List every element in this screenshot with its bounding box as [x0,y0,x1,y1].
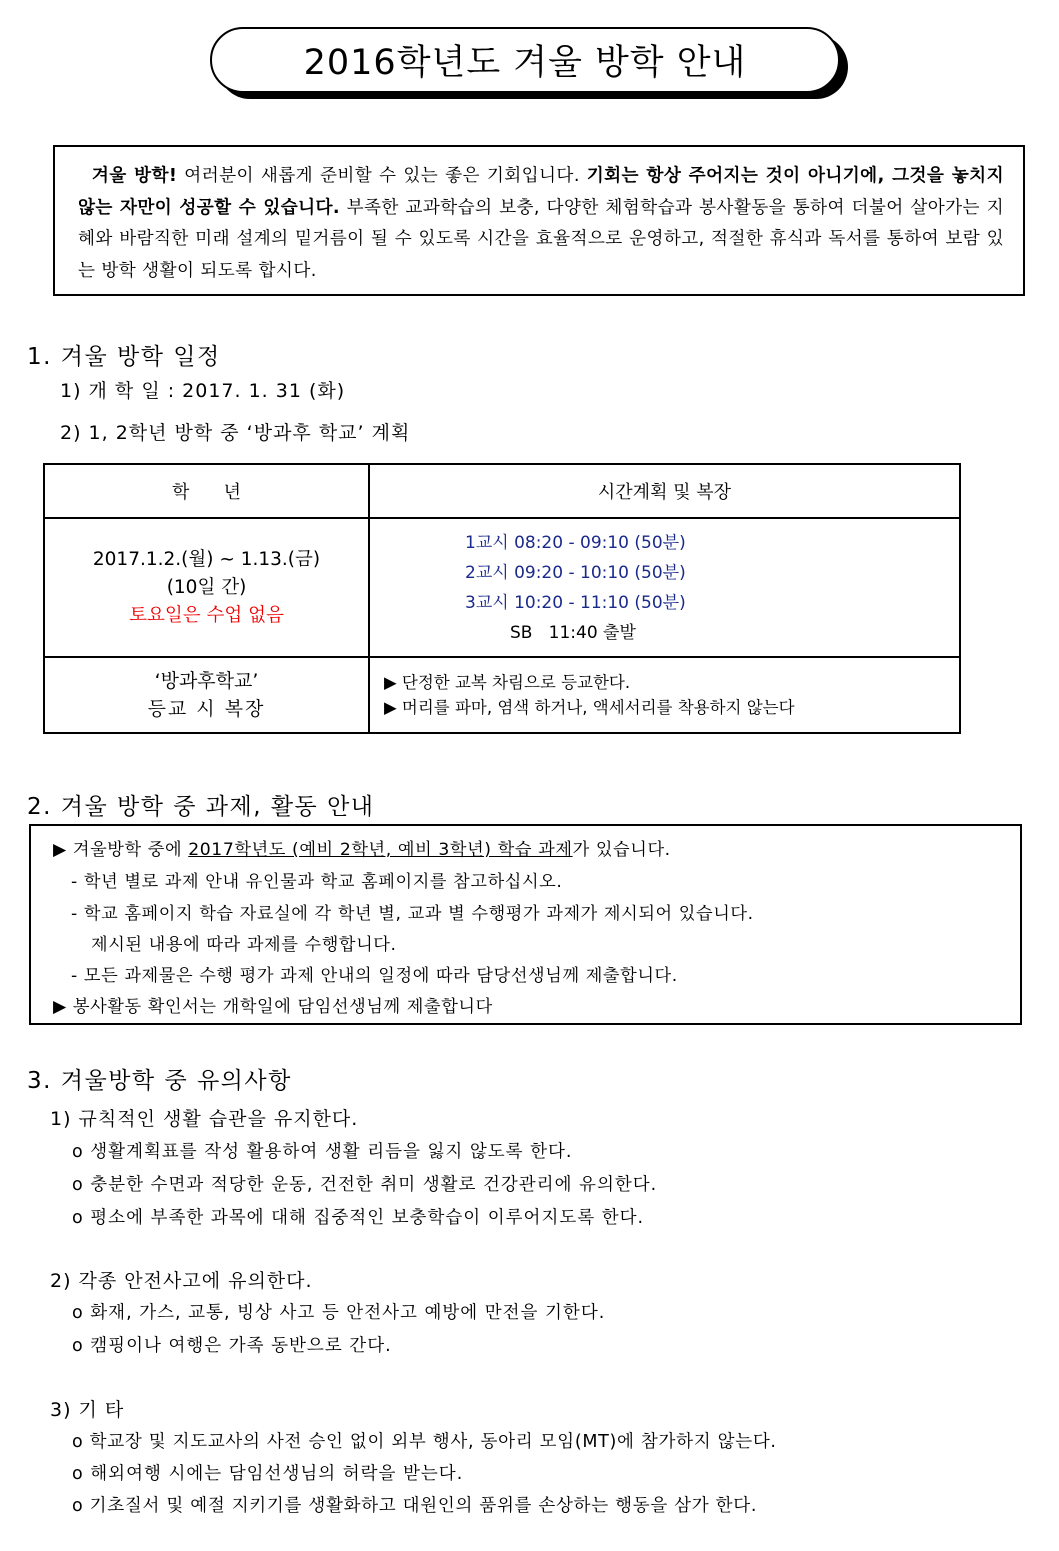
section3-sub3: 3) 기 타 [50,1399,125,1421]
tasks-line-5: - 모든 과제물은 수행 평가 과제 안내의 일정에 따라 담당선생님께 제출합니다. [71,966,678,986]
period-3: 3교시 10:20 - 11:10 (50분) [465,592,686,613]
sub1-item-3: o 평소에 부족한 과목에 대해 집중적인 보충학습이 이루어지도록 한다. [72,1208,645,1228]
sub2-item-2: o 캠핑이나 여행은 가족 동반으로 간다. [72,1336,392,1356]
period-2: 2교시 09:20 - 10:10 (50분) [465,562,686,583]
sub3-item-2: o 해외여행 시에는 담임선생님의 허락을 받는다. [72,1464,464,1484]
dress-rule-1: ▶ 단정한 교복 차림으로 등교한다. [384,673,631,692]
bus-departure: SB 11:40 출발 [510,622,636,643]
tasks-line-3: - 학교 홈페이지 학습 자료실에 각 학년 별, 교과 별 수행평가 과제가 제시되어 있습니다. [71,904,754,924]
table-header-schedule: 시간계획 및 복장 [369,464,960,518]
tasks-highlight: 2017학년도 (예비 2학년, 예비 3학년) 학습 과제 [188,840,573,860]
tasks-line-2: - 학년 별로 과제 안내 유인물과 학교 홈페이지를 참고하십시오. [71,872,563,892]
intro-exclaim: 겨울 방학! [91,166,178,186]
sub2-item-1: o 화재, 가스, 교통, 빙상 사고 등 안전사고 예방에 만전을 기한다. [72,1303,606,1323]
intro-emphasis: 기회는 항상 주어지는 것이 아니기에, 그것을 놓치지 않는 자만이 성공할 수 있습니다. [78,166,1004,218]
intro-box [53,145,1025,296]
dress-label-2: 등교 시 복장 [147,698,266,720]
date-range: 2017.1.2.(월) ~ 1.13.(금) [92,548,321,570]
section3-sub2: 2) 각종 안전사고에 유의한다. [50,1270,313,1292]
intro-paragraph [78,161,1004,287]
title-banner [210,27,840,93]
dress-label-cell [44,657,369,733]
section1-heading: 1. 겨울 방학 일정 [27,344,221,370]
dress-rule-2: ▶ 머리를 파마, 염색 하거나, 액세서리를 착용하지 않는다 [384,698,795,717]
sub1-item-2: o 충분한 수면과 적당한 운동, 건전한 취미 생활로 건강관리에 유의한다. [72,1175,658,1195]
table-header-grade: 학 년 [44,464,369,518]
period-1: 1교시 08:20 - 09:10 (50분) [465,532,686,553]
afterschool-plan-title: 2) 1, 2학년 방학 중 ‘방과후 학교’ 계획 [60,422,411,444]
sub1-item-1: o 생활계획표를 작성 활용하여 생활 리듬을 잃지 않도록 한다. [72,1142,573,1162]
afterschool-table [43,463,961,734]
tasks-box [29,824,1022,1025]
sub3-item-1: o 학교장 및 지도교사의 사전 승인 없이 외부 행사, 동아리 모임(MT)에 참가하지 않는다. [72,1432,777,1452]
saturday-note: 토요일은 수업 없음 [129,604,284,626]
section3-heading: 3. 겨울방학 중 유의사항 [27,1068,292,1094]
dress-rules-cell [369,657,960,733]
intro-text-1: 여러분이 새롭게 준비할 수 있는 좋은 기회입니다. [177,166,587,186]
reopening-date: 1) 개 학 일 : 2017. 1. 31 (화) [60,380,346,402]
tasks-line-6: ▶ 봉사활동 확인서는 개학일에 담임선생님께 제출합니다 [53,997,493,1017]
tasks-line-1-pre: ▶ 겨울방학 중에 [53,840,189,860]
schedule-times-cell [369,518,960,657]
section3-sub1: 1) 규칙적인 생활 습관을 유지한다. [50,1108,359,1130]
page-title: 2016학년도 겨울 방학 안내 [303,43,747,83]
tasks-line-4: 제시된 내용에 따라 과제를 수행합니다. [91,935,397,955]
intro-text-2: 부족한 교과학습의 보충, 다양한 체험학습과 봉사활동을 통하여 더불어 살아가는 지혜와 바람직한 미래 설계의 밑거름이 될 수 있도록 시간을 효율적으로 운영하고, 적절한 휴식과 독서를 통하여 보람 있는 방학 생활이 되도록 합시다. [78,197,1004,281]
tasks-line-1 [53,835,671,860]
duration: (10일 간) [166,576,247,598]
schedule-dates-cell [44,518,369,657]
dress-label-1: ‘방과후학교’ [154,670,259,692]
section2-heading: 2. 겨울 방학 중 과제, 활동 안내 [27,794,375,820]
tasks-line-1-post: 가 있습니다. [572,840,671,860]
sub3-item-3: o 기초질서 및 예절 지키기를 생활화하고 대원인의 품위를 손상하는 행동을 삼가 한다. [72,1496,758,1516]
